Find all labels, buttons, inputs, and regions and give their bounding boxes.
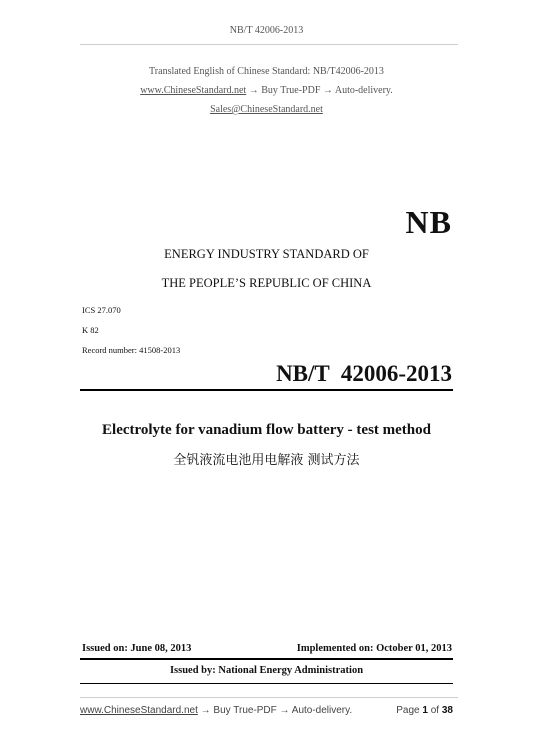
footer-divider <box>80 697 458 698</box>
page-indicator <box>396 705 453 716</box>
issued-by-rule <box>80 683 453 684</box>
implemented-on: Implemented on: October 01, 2013 <box>296 643 452 654</box>
page-of: of <box>427 705 442 716</box>
issued-by: Issued by: National Energy Administration <box>169 665 364 676</box>
running-header: NB/T 42006-2013 <box>229 25 304 36</box>
title-english: Electrolyte for vanadium flow battery - test method <box>102 422 431 438</box>
standard-type-line2: THE PEOPLE’S REPUBLIC OF CHINA <box>161 276 372 290</box>
purchase-text: → Buy True-PDF → Auto-delivery. <box>246 85 393 96</box>
sales-email-link[interactable]: Sales@ChineseStandard.net <box>210 104 323 115</box>
page-current: 1 <box>422 705 428 716</box>
ics-code: ICS 27.070 <box>82 305 121 315</box>
title-chinese: 全钒液流电池用电解液 测试方法 <box>173 453 360 468</box>
dates-rule <box>80 658 453 660</box>
translation-notice: Translated English of Chinese Standard: NB/T42006-2013 <box>149 66 384 77</box>
page-label: Page <box>396 705 423 716</box>
header-divider <box>80 44 458 45</box>
footer-purchase-text: → Buy True-PDF → Auto-delivery. <box>197 705 353 716</box>
nb-logo: NB <box>405 204 452 240</box>
purchase-line <box>0 85 533 96</box>
standard-number: NB/T 42006-2013 <box>276 361 452 386</box>
standard-number-rule <box>80 389 453 391</box>
issued-on: Issued on: June 08, 2013 <box>82 643 192 654</box>
chinesestandard-link[interactable]: www.ChineseStandard.net <box>140 85 247 96</box>
page-total: 38 <box>441 705 453 716</box>
standard-type-line1: ENERGY INDUSTRY STANDARD OF <box>164 247 369 261</box>
ccs-code: K 82 <box>82 325 99 335</box>
footer-site-link[interactable]: www.ChineseStandard.net <box>80 705 198 716</box>
record-number: Record number: 41508-2013 <box>82 345 181 355</box>
email-line <box>0 104 533 115</box>
footer-purchase-line <box>80 705 352 716</box>
